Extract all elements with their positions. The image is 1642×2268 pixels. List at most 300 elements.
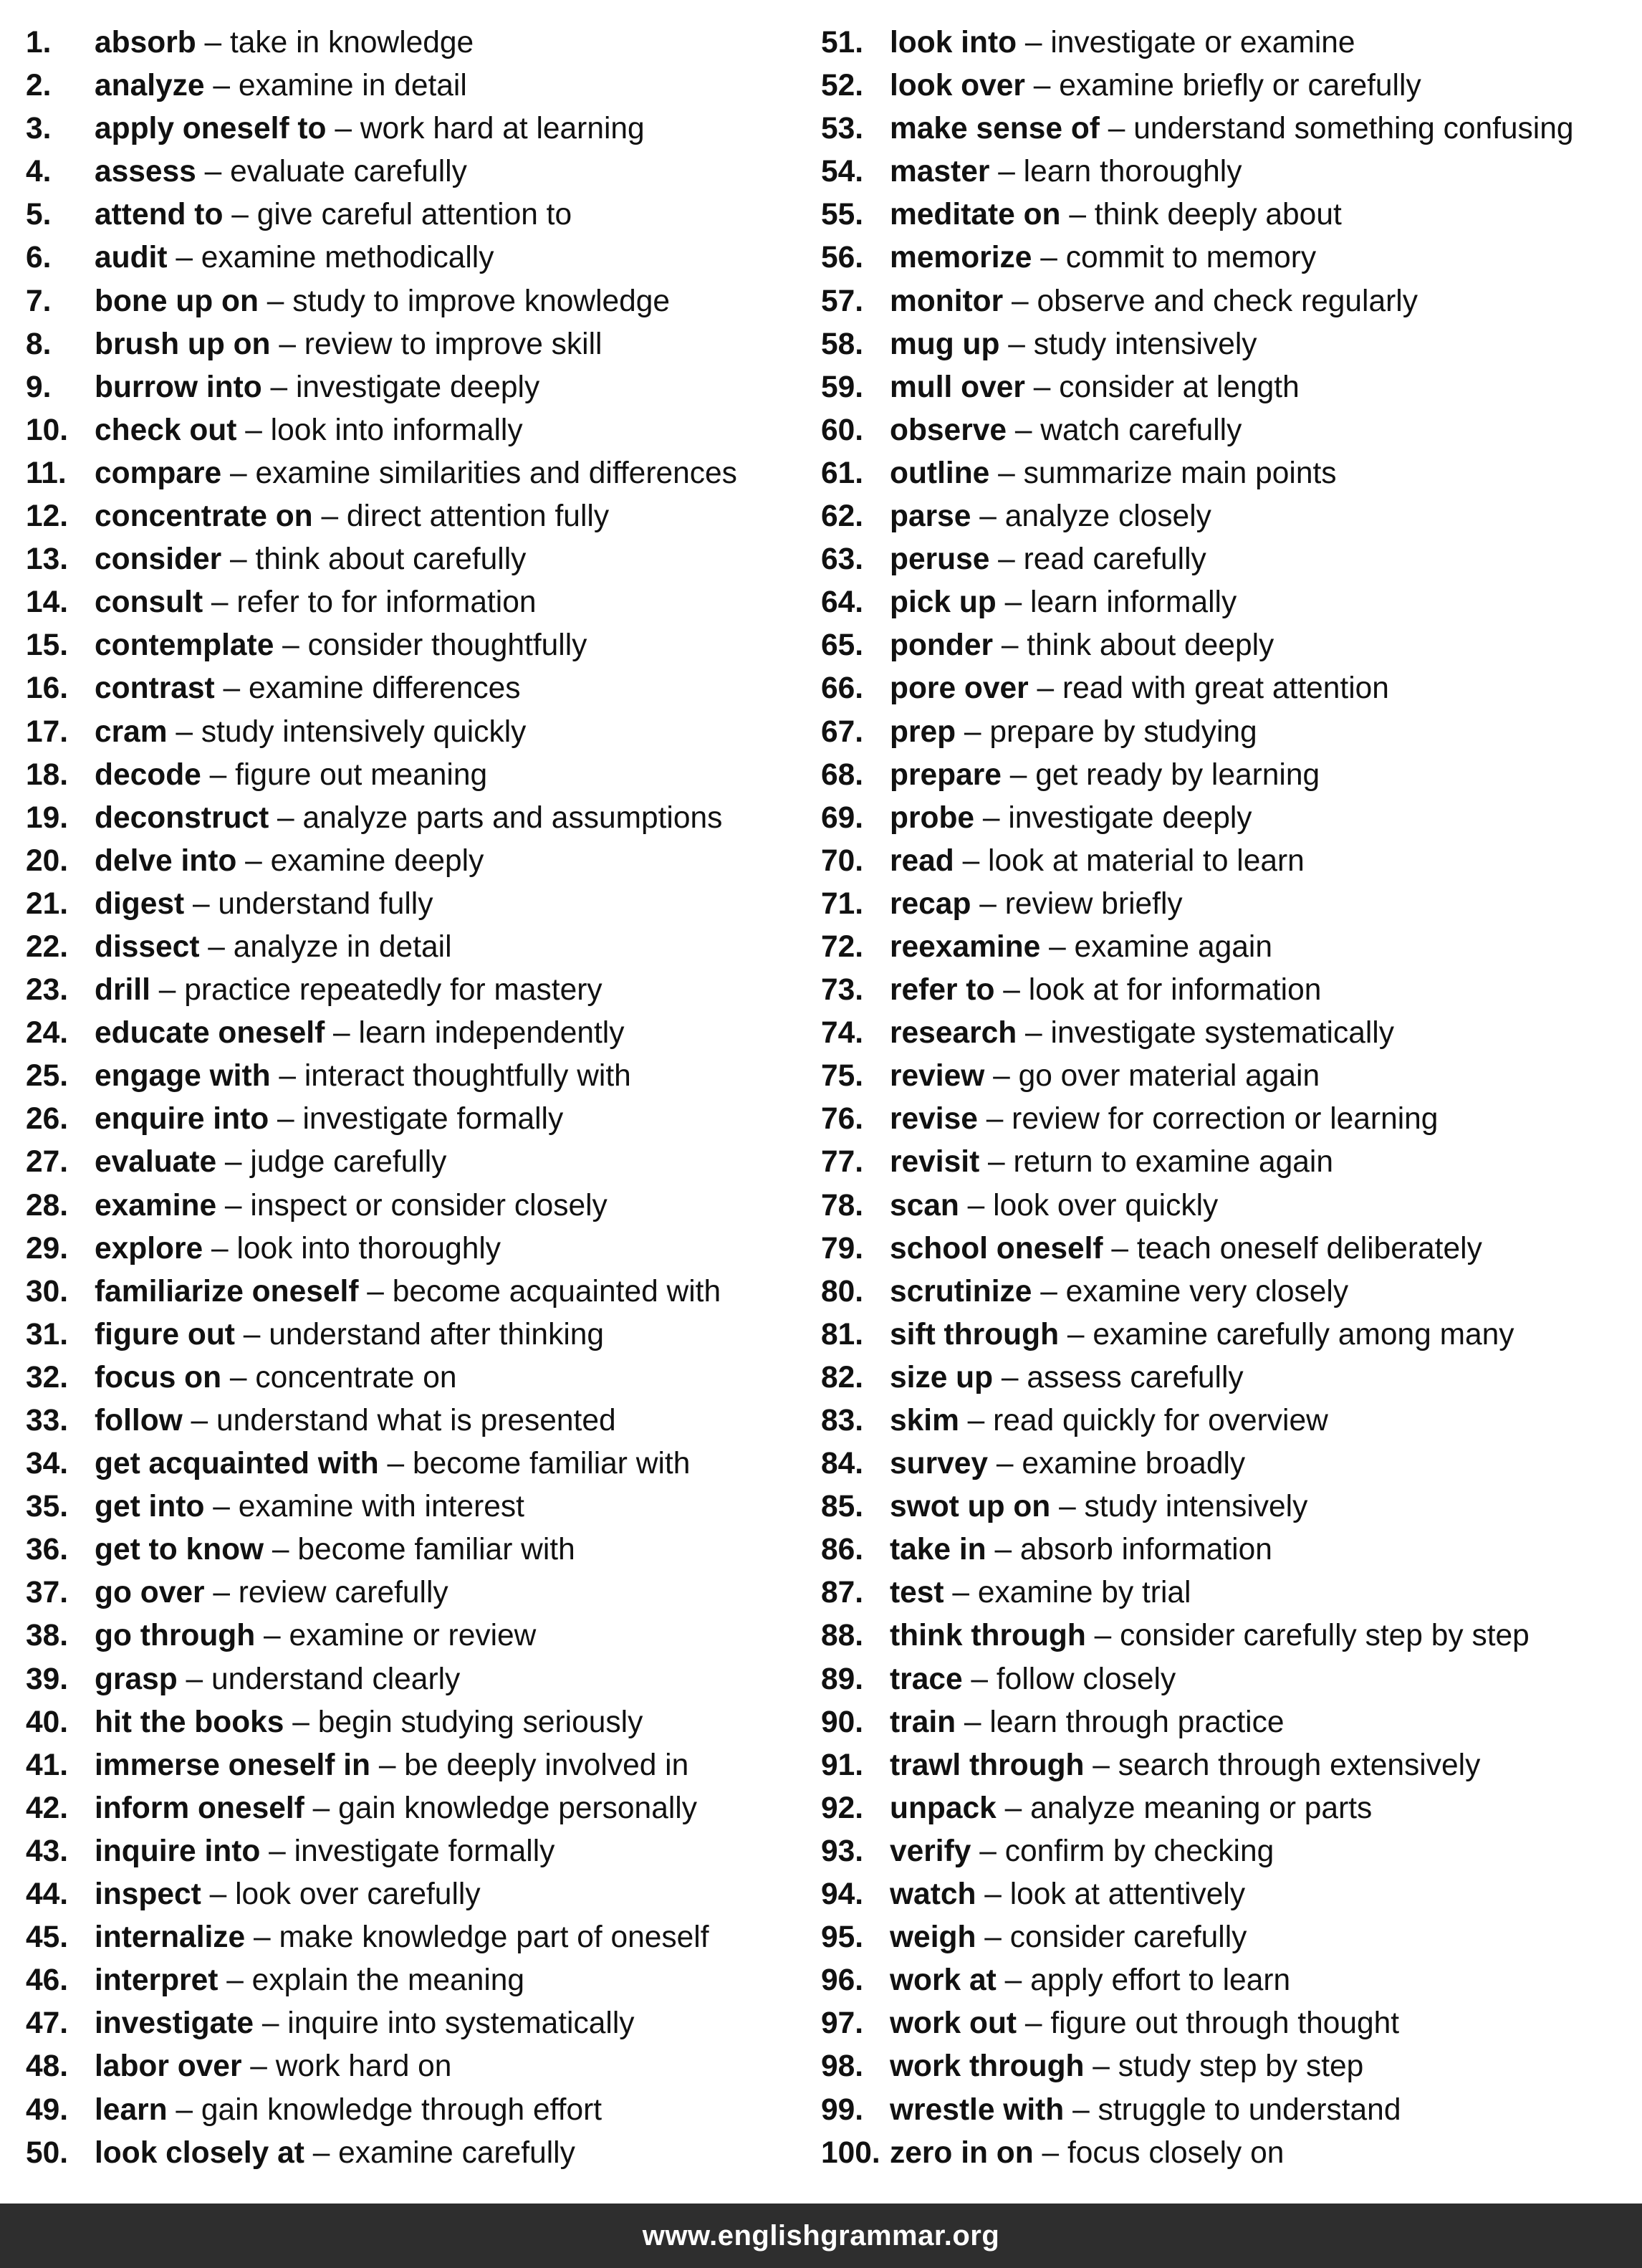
item-text: [890, 538, 1206, 581]
item-term: enquire into: [95, 1102, 269, 1137]
list-item: [26, 2132, 800, 2175]
item-text: [95, 1271, 721, 1314]
item-term: pore over: [890, 671, 1029, 706]
item-text: [890, 2132, 1284, 2175]
item-separator: –: [1033, 2135, 1067, 2170]
item-separator: –: [979, 1145, 1014, 1180]
item-term: follow: [95, 1404, 183, 1437]
item-number: 17.: [26, 714, 69, 749]
list-item: [821, 1098, 1631, 1141]
item-text: [890, 366, 1300, 409]
list-item: [821, 1701, 1631, 1744]
item-separator: –: [254, 2006, 288, 2041]
item-number: 83.: [821, 1404, 864, 1437]
item-separator: –: [201, 757, 236, 792]
list-item: [26, 2045, 800, 2088]
item-separator: –: [270, 1059, 304, 1094]
list-item: [821, 1228, 1631, 1271]
item-text: [95, 21, 474, 64]
item-term: decode: [95, 757, 201, 792]
item-separator: –: [325, 1016, 359, 1051]
item-separator: –: [358, 1274, 393, 1308]
item-text: [890, 64, 1421, 107]
item-text: [95, 1873, 481, 1916]
list-item: [26, 1485, 800, 1528]
item-number: 35.: [26, 1490, 69, 1524]
item-number: 93.: [821, 1834, 864, 1868]
item-definition: understand what is presented: [216, 1404, 616, 1437]
item-separator: –: [1060, 198, 1095, 232]
item-term: revise: [890, 1102, 978, 1137]
item-definition: read carefully: [1023, 542, 1206, 577]
item-definition: direct attention fully: [346, 499, 610, 534]
item-definition: analyze in detail: [233, 929, 452, 964]
item-term: bone up on: [95, 284, 259, 318]
list-item: [26, 1959, 800, 2002]
item-definition: read quickly for overview: [993, 1404, 1328, 1437]
item-definition: review briefly: [1004, 886, 1183, 921]
item-term: scan: [890, 1188, 959, 1222]
item-number: 36.: [26, 1533, 69, 1567]
item-number: 23.: [26, 973, 69, 1008]
item-term: digest: [95, 886, 185, 921]
item-term: brush up on: [95, 327, 271, 361]
list-item: [26, 1528, 800, 1571]
item-number: 52.: [821, 69, 864, 103]
item-definition: investigate deeply: [295, 370, 540, 404]
item-definition: go over material again: [1018, 1059, 1320, 1094]
item-term: labor over: [95, 2049, 242, 2084]
item-definition: search through extensively: [1118, 1748, 1481, 1782]
item-number: 34.: [26, 1447, 69, 1481]
item-number: 74.: [821, 1016, 864, 1051]
item-separator: –: [1024, 370, 1060, 404]
item-text: [95, 711, 526, 754]
item-term: contemplate: [95, 628, 274, 663]
item-text: [95, 1141, 446, 1184]
list-item: [26, 1658, 800, 1701]
item-term: ponder: [890, 628, 994, 663]
item-separator: –: [177, 1662, 211, 1696]
item-term: unpack: [890, 1791, 997, 1825]
list-item: [26, 667, 800, 710]
item-term: skim: [890, 1404, 959, 1437]
item-number: 87.: [821, 1576, 864, 1610]
item-text: [890, 150, 1242, 193]
item-separator: –: [270, 327, 304, 361]
item-number: 51.: [821, 26, 864, 59]
item-text: [95, 1658, 460, 1701]
list-item: [26, 1098, 800, 1141]
item-number: 82.: [821, 1360, 864, 1394]
item-separator: –: [1059, 1317, 1093, 1351]
item-term: make sense of: [890, 112, 1100, 146]
item-separator: –: [218, 1963, 252, 1998]
item-definition: examine briefly or carefully: [1059, 69, 1421, 103]
item-separator: –: [269, 800, 303, 835]
item-definition: read with great attention: [1062, 671, 1389, 706]
list-item: [26, 1012, 800, 1055]
item-number: 19.: [26, 800, 69, 835]
item-definition: consider carefully step by step: [1120, 1619, 1530, 1653]
item-definition: focus closely on: [1067, 2135, 1285, 2170]
item-separator: –: [234, 1317, 269, 1351]
item-text: [95, 150, 467, 193]
list-item: [821, 64, 1631, 107]
item-definition: take in knowledge: [229, 26, 474, 59]
item-number: 1.: [26, 26, 52, 59]
item-term: investigate: [95, 2006, 254, 2041]
item-separator: –: [1007, 413, 1041, 447]
item-separator: –: [989, 155, 1024, 189]
item-separator: –: [304, 1791, 339, 1825]
list-item: [821, 21, 1631, 64]
item-term: engage with: [95, 1059, 271, 1094]
item-separator: –: [1099, 112, 1134, 146]
item-text: [890, 2045, 1363, 2088]
item-definition: review to improve skill: [304, 327, 602, 361]
item-text: [890, 1658, 1176, 1701]
item-term: take in: [890, 1533, 986, 1567]
item-separator: –: [996, 1791, 1031, 1825]
item-definition: understand fully: [218, 886, 433, 921]
item-definition: refer to for information: [236, 585, 537, 620]
item-text: [890, 1701, 1284, 1744]
item-text: [95, 1399, 616, 1442]
item-term: trawl through: [890, 1748, 1085, 1782]
item-definition: examine in detail: [238, 69, 467, 103]
item-definition: analyze parts and assumptions: [302, 800, 723, 835]
item-number: 69.: [821, 800, 864, 835]
item-term: meditate on: [890, 198, 1061, 232]
list-item: [821, 409, 1631, 452]
item-text: [95, 236, 494, 279]
item-text: [890, 452, 1337, 495]
item-number: 15.: [26, 628, 69, 663]
item-number: 14.: [26, 585, 69, 620]
item-term: familiarize oneself: [95, 1274, 359, 1308]
item-definition: look over quickly: [993, 1188, 1219, 1222]
item-definition: prepare by studying: [989, 714, 1257, 749]
item-term: zero in on: [890, 2135, 1034, 2170]
item-definition: understand clearly: [211, 1662, 461, 1696]
item-term: grasp: [95, 1662, 178, 1696]
item-definition: consider at length: [1059, 370, 1300, 404]
item-separator: –: [260, 1834, 294, 1868]
item-text: [95, 1012, 624, 1055]
item-term: get acquainted with: [95, 1447, 379, 1481]
item-separator: –: [304, 2135, 339, 2170]
list-item: [821, 883, 1631, 926]
item-term: delve into: [95, 843, 237, 878]
item-separator: –: [956, 714, 990, 749]
item-text: [95, 366, 539, 409]
item-number: 18.: [26, 757, 69, 792]
item-definition: return to examine again: [1013, 1145, 1334, 1180]
item-definition: examine differences: [248, 671, 521, 706]
item-number: 91.: [821, 1748, 864, 1782]
item-term: check out: [95, 413, 237, 447]
item-separator: –: [221, 456, 256, 490]
list-item: [821, 1442, 1631, 1485]
item-term: work through: [890, 2049, 1085, 2084]
list-item: [26, 1701, 800, 1744]
item-number: 61.: [821, 456, 864, 490]
item-separator: –: [977, 1102, 1012, 1137]
list-item: [821, 1528, 1631, 1571]
item-separator: –: [204, 69, 239, 103]
item-text: [95, 409, 523, 452]
item-definition: look into informally: [270, 413, 523, 447]
item-number: 20.: [26, 843, 69, 878]
list-item: [821, 1744, 1631, 1787]
item-text: [890, 409, 1242, 452]
footer-url: www.englishgrammar.org: [642, 2219, 1000, 2252]
item-text: [890, 1271, 1348, 1314]
item-definition: examine very closely: [1065, 1274, 1349, 1308]
item-definition: judge carefully: [250, 1145, 447, 1180]
item-number: 42.: [26, 1791, 69, 1825]
item-term: inspect: [95, 1877, 201, 1912]
list-item: [821, 1357, 1631, 1399]
list-item: [821, 1571, 1631, 1614]
item-separator: –: [326, 112, 360, 146]
item-text: [890, 1571, 1191, 1614]
item-number: 12.: [26, 499, 69, 534]
item-definition: study intensively quickly: [201, 714, 527, 749]
item-term: refer to: [890, 973, 995, 1008]
item-number: 53.: [821, 112, 864, 146]
item-separator: –: [1024, 69, 1060, 103]
item-number: 58.: [821, 327, 864, 361]
list-item: [821, 1271, 1631, 1314]
item-separator: –: [1040, 929, 1075, 964]
item-separator: –: [1028, 671, 1062, 706]
item-definition: think about deeply: [1027, 628, 1274, 663]
item-definition: think about carefully: [255, 542, 527, 577]
item-text: [95, 1485, 524, 1528]
item-term: trace: [890, 1662, 963, 1696]
list-item: [26, 1571, 800, 1614]
item-term: wrestle with: [890, 2092, 1065, 2127]
item-definition: follow closely: [996, 1662, 1176, 1696]
list-item: [821, 150, 1631, 193]
item-number: 8.: [26, 327, 52, 361]
list-item: [821, 969, 1631, 1012]
item-number: 29.: [26, 1231, 69, 1265]
item-number: 22.: [26, 929, 69, 964]
item-term: focus on: [95, 1360, 222, 1394]
item-text: [890, 1228, 1482, 1271]
item-text: [890, 107, 1574, 150]
item-separator: –: [999, 327, 1034, 361]
list-item: [26, 1399, 800, 1442]
list-item: [821, 280, 1631, 323]
item-definition: learn independently: [358, 1016, 625, 1051]
item-number: 9.: [26, 370, 52, 404]
item-number: 40.: [26, 1705, 69, 1739]
list-item: [26, 926, 800, 969]
item-term: go over: [95, 1576, 205, 1610]
item-number: 31.: [26, 1317, 69, 1351]
item-definition: teach oneself deliberately: [1136, 1231, 1482, 1265]
item-text: [95, 1055, 631, 1098]
item-separator: –: [370, 1748, 405, 1782]
item-definition: examine similarities and differences: [255, 456, 737, 490]
word-list-column-left: [26, 21, 800, 2175]
item-term: reexamine: [890, 929, 1041, 964]
item-term: get into: [95, 1490, 205, 1524]
item-separator: –: [993, 628, 1027, 663]
item-definition: look at material to learn: [988, 843, 1305, 878]
item-text: [95, 107, 645, 150]
item-definition: watch carefully: [1040, 413, 1242, 447]
item-separator: –: [959, 1404, 994, 1437]
item-number: 44.: [26, 1877, 69, 1912]
item-text: [890, 1185, 1218, 1228]
item-definition: look at for information: [1028, 973, 1322, 1008]
item-number: 92.: [821, 1791, 864, 1825]
item-definition: learn through practice: [989, 1705, 1285, 1739]
item-text: [890, 624, 1274, 667]
item-text: [95, 1744, 688, 1787]
item-separator: –: [1001, 757, 1036, 792]
item-separator: –: [274, 628, 308, 663]
item-text: [890, 193, 1342, 236]
item-definition: begin studying seriously: [317, 1705, 643, 1739]
item-number: 46.: [26, 1963, 69, 1998]
item-number: 67.: [821, 714, 864, 749]
item-term: assess: [95, 155, 196, 189]
item-separator: –: [150, 973, 185, 1008]
item-number: 25.: [26, 1059, 69, 1094]
item-term: monitor: [890, 284, 1004, 318]
list-item: [821, 1959, 1631, 2002]
item-definition: study intensively: [1084, 1490, 1308, 1524]
item-definition: interact thoughtfully with: [304, 1059, 631, 1094]
item-term: peruse: [890, 542, 990, 577]
item-separator: –: [1050, 1490, 1085, 1524]
item-number: 38.: [26, 1619, 69, 1653]
list-item: [26, 1787, 800, 1830]
item-text: [95, 2089, 602, 2132]
item-number: 7.: [26, 284, 52, 318]
list-item: [821, 1485, 1631, 1528]
item-term: test: [890, 1576, 944, 1610]
item-number: 79.: [821, 1231, 864, 1265]
list-item: [26, 1314, 800, 1357]
list-item: [26, 452, 800, 495]
list-item: [26, 840, 800, 883]
item-term: scrutinize: [890, 1274, 1032, 1308]
item-text: [95, 538, 526, 581]
item-text: [95, 797, 722, 840]
list-item: [26, 1141, 800, 1184]
item-definition: struggle to understand: [1098, 2092, 1401, 2127]
item-number: 27.: [26, 1145, 69, 1180]
item-definition: learn informally: [1030, 585, 1237, 620]
item-text: [890, 1873, 1245, 1916]
list-item: [821, 538, 1631, 581]
item-definition: investigate formally: [294, 1834, 555, 1868]
item-definition: explain the meaning: [251, 1963, 525, 1998]
item-number: 60.: [821, 413, 864, 447]
item-number: 16.: [26, 671, 69, 706]
item-definition: examine deeply: [270, 843, 484, 878]
item-separator: –: [203, 1231, 237, 1265]
item-number: 56.: [821, 241, 864, 275]
item-text: [890, 1141, 1333, 1184]
list-item: [26, 797, 800, 840]
item-text: [95, 581, 536, 624]
item-text: [95, 1830, 554, 1873]
list-item: [821, 1787, 1631, 1830]
item-separator: –: [962, 1662, 997, 1696]
item-term: go through: [95, 1619, 256, 1653]
item-term: parse: [890, 499, 971, 534]
item-text: [95, 1228, 501, 1271]
list-item: [821, 1314, 1631, 1357]
list-item: [821, 2045, 1631, 2088]
item-number: 13.: [26, 542, 69, 577]
item-separator: –: [976, 1920, 1010, 1955]
item-text: [95, 452, 737, 495]
item-definition: examine with interest: [238, 1490, 524, 1524]
item-text: [890, 1959, 1290, 2002]
item-text: [890, 840, 1305, 883]
item-definition: understand something confusing: [1133, 112, 1574, 146]
list-item: [26, 323, 800, 366]
list-item: [821, 926, 1631, 969]
item-definition: become acquainted with: [392, 1274, 721, 1308]
list-item: [26, 1055, 800, 1098]
item-text: [890, 797, 1252, 840]
list-item: [26, 1271, 800, 1314]
item-text: [890, 1830, 1274, 1873]
item-definition: investigate deeply: [1008, 800, 1252, 835]
item-term: probe: [890, 800, 975, 835]
item-term: look into: [890, 26, 1017, 59]
item-definition: examine by trial: [977, 1576, 1191, 1610]
item-separator: –: [184, 886, 219, 921]
item-definition: understand after thinking: [269, 1317, 605, 1351]
item-definition: confirm by checking: [1004, 1834, 1274, 1868]
item-text: [890, 1055, 1320, 1098]
item-separator: –: [944, 1576, 978, 1610]
item-separator: –: [954, 843, 989, 878]
item-separator: –: [196, 26, 230, 59]
item-term: apply oneself to: [95, 112, 327, 146]
item-term: master: [890, 155, 990, 189]
list-item: [26, 409, 800, 452]
list-item: [26, 236, 800, 279]
item-number: 62.: [821, 499, 864, 534]
item-separator: –: [1032, 241, 1066, 275]
list-item: [26, 538, 800, 581]
item-number: 39.: [26, 1662, 69, 1696]
item-text: [890, 1787, 1372, 1830]
list-item: [821, 1916, 1631, 1959]
item-text: [890, 1399, 1328, 1442]
list-item: [821, 2132, 1631, 2175]
item-definition: inquire into systematically: [287, 2006, 635, 2041]
item-text: [95, 495, 609, 538]
item-definition: investigate or examine: [1050, 26, 1355, 59]
item-definition: observe and check regularly: [1037, 284, 1418, 318]
item-definition: become familiar with: [412, 1447, 691, 1481]
item-number: 70.: [821, 843, 864, 878]
item-term: immerse oneself in: [95, 1748, 371, 1782]
